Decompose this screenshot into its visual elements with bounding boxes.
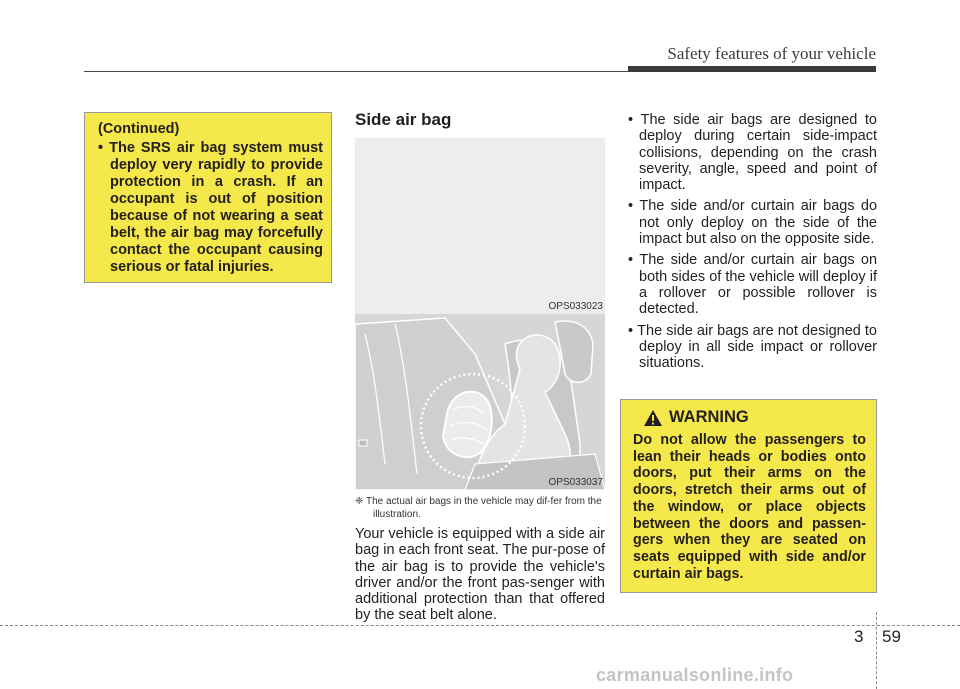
watermark: carmanualsonline.info: [596, 665, 794, 685]
figure-code: OPS033023: [548, 301, 603, 312]
caution-item: • The SRS air bag system must deploy very rapidly to provide protection in a crash. If an occupant is out of position because of not wearing a seat belt, the air bag may forcefully contact the occupant causing serious or fatal injuries.: [98, 140, 323, 275]
figure-footnote: ❈ The actual air bags in the vehicle may dif-fer from the illustration.: [355, 496, 602, 520]
figure-side-airbag-top: [355, 138, 605, 314]
warning-title: WARNING: [669, 408, 749, 426]
figure-side-airbag-illustration: [355, 314, 605, 490]
list-item-text: The side air bags are designed to deploy during certain side-impact collisions, depending on the crash severity, angle, speed and point of impact.: [639, 112, 877, 194]
footer-page-divider: [876, 612, 877, 689]
list-item: • The side and/or curtain air bags on both sides of the vehicle will deploy if a rollover or possible rollover is detected.: [628, 252, 878, 318]
page-number: 59: [882, 627, 901, 646]
warning-text: Do not allow the passengers to lean their heads or bodies onto doors, put their arms on the doors, stretch their arms out of the window, or place objects between the doors and passen-gers when they are seated on seats equipped with side and/or curtain air bags.: [633, 432, 866, 582]
body-paragraph: Your vehicle is equipped with a side air bag in each front seat. The pur-pose of the air bag is to provide the vehicle's driver and/or the front pas-senger with additional protection than that offered by the seat belt alone.: [355, 526, 605, 624]
warning-header: [643, 408, 866, 427]
list-item-text: The side air bags are not designed to deploy in all side impact or rollover situations.: [637, 322, 878, 372]
footer-divider: [0, 625, 960, 626]
list-item: • The side air bags are designed to deploy during certain side-impact collisions, depending on the crash severity, angle, speed and point of impact.: [628, 112, 877, 194]
caution-continued-label: (Continued): [98, 121, 180, 137]
section-title: Safety features of your vehicle: [667, 44, 876, 63]
page-heading: Side air bag: [355, 110, 452, 129]
chapter-number: 3: [854, 627, 864, 646]
caution-box: [84, 112, 332, 283]
list-item: • The side and/or curtain air bags do not only deploy on the side of the impact but also on the opposite side.: [628, 198, 878, 248]
warning-box: [620, 399, 877, 593]
figure-code: OPS033037: [548, 477, 603, 488]
list-item: • The side air bags are not designed to deploy in all side impact or rollover situations.: [628, 322, 878, 372]
caution-item-text: The SRS air bag system must deploy very rapidly to provide protection in a crash. If an occupant is out of position because of not wearing a seat belt, the air bag may forcefully contact the occupant causing serious or fatal injuries.: [109, 140, 323, 275]
list-item-text: The side and/or curtain air bags do not only deploy on the side of the impact but also on the opposite side.: [639, 198, 878, 248]
header-rule-accent: [628, 66, 876, 72]
bullet-list: [617, 112, 877, 376]
seat-airbag-illustration: [355, 314, 605, 490]
warning-triangle-icon: [643, 409, 663, 427]
list-item-text: The side and/or curtain air bags on both sides of the vehicle will deploy if a rollover or possible rollover is detected.: [639, 252, 878, 318]
